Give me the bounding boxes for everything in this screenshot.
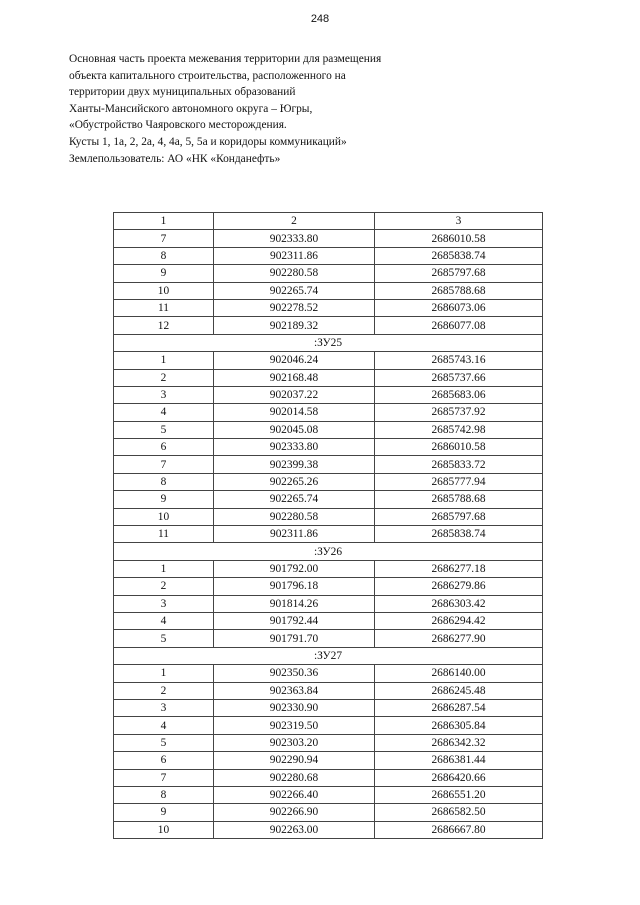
column-header-x: 2 <box>214 213 375 230</box>
table-row <box>114 491 543 508</box>
table-row <box>114 682 543 699</box>
y-coordinate-cell: 2686073.06 <box>375 299 543 316</box>
table-row <box>114 578 543 595</box>
table-row <box>114 508 543 525</box>
table-row <box>114 612 543 629</box>
header-line: объекта капитального строительства, расположенного на <box>69 69 346 82</box>
point-number-cell: 3 <box>114 386 214 403</box>
point-number-cell: 7 <box>114 230 214 247</box>
y-coordinate-cell: 2685743.16 <box>375 352 543 369</box>
x-coordinate-cell: 902290.94 <box>214 752 375 769</box>
x-coordinate-cell: 902265.26 <box>214 473 375 490</box>
y-coordinate-cell: 2686010.58 <box>375 439 543 456</box>
x-coordinate-cell: 902280.68 <box>214 769 375 786</box>
y-coordinate-cell: 2686287.54 <box>375 699 543 716</box>
y-coordinate-cell: 2685742.98 <box>375 421 543 438</box>
table-row <box>114 404 543 421</box>
section-row <box>114 334 543 351</box>
table-row <box>114 804 543 821</box>
header-line: Ханты-Мансийского автономного округа – Югры, <box>69 102 313 115</box>
x-coordinate-cell: 902014.58 <box>214 404 375 421</box>
table-row <box>114 369 543 386</box>
x-coordinate-cell: 901796.18 <box>214 578 375 595</box>
y-coordinate-cell: 2686551.20 <box>375 786 543 803</box>
y-coordinate-cell: 2686277.90 <box>375 630 543 647</box>
section-row <box>114 543 543 560</box>
x-coordinate-cell: 902303.20 <box>214 734 375 751</box>
table-row <box>114 526 543 543</box>
column-header-y: 3 <box>375 213 543 230</box>
table-row <box>114 752 543 769</box>
point-number-cell: 9 <box>114 491 214 508</box>
x-coordinate-cell: 902399.38 <box>214 456 375 473</box>
point-number-cell: 11 <box>114 299 214 316</box>
table-row <box>114 665 543 682</box>
y-coordinate-cell: 2686305.84 <box>375 717 543 734</box>
point-number-cell: 4 <box>114 717 214 734</box>
y-coordinate-cell: 2685797.68 <box>375 508 543 525</box>
table-row <box>114 317 543 334</box>
header-line: Основная часть проекта межевания территории для размещения <box>69 53 382 65</box>
point-number-cell: 2 <box>114 682 214 699</box>
point-number-cell: 10 <box>114 508 214 525</box>
x-coordinate-cell: 902350.36 <box>214 665 375 682</box>
x-coordinate-cell: 901792.44 <box>214 612 375 629</box>
point-number-cell: 4 <box>114 612 214 629</box>
y-coordinate-cell: 2686667.80 <box>375 821 543 838</box>
section-label: :ЗУ26 <box>114 543 543 560</box>
x-coordinate-cell: 902333.80 <box>214 439 375 456</box>
point-number-cell: 7 <box>114 769 214 786</box>
x-coordinate-cell: 902330.90 <box>214 699 375 716</box>
section-label: :ЗУ27 <box>114 647 543 664</box>
section-label: :ЗУ25 <box>114 334 543 351</box>
table-row <box>114 630 543 647</box>
y-coordinate-cell: 2685777.94 <box>375 473 543 490</box>
x-coordinate-cell: 902263.00 <box>214 821 375 838</box>
table-header-row <box>114 213 543 230</box>
table-row <box>114 473 543 490</box>
table-row <box>114 265 543 282</box>
table-row <box>114 734 543 751</box>
header-line: Землепользователь: АО «НК «Конданефть» <box>69 152 281 165</box>
x-coordinate-cell: 902045.08 <box>214 421 375 438</box>
point-number-cell: 6 <box>114 439 214 456</box>
x-coordinate-cell: 902265.74 <box>214 282 375 299</box>
table-row <box>114 717 543 734</box>
point-number-cell: 8 <box>114 473 214 490</box>
x-coordinate-cell: 902363.84 <box>214 682 375 699</box>
y-coordinate-cell: 2685797.68 <box>375 265 543 282</box>
point-number-cell: 5 <box>114 734 214 751</box>
page-number: 248 <box>310 13 330 25</box>
y-coordinate-cell: 2686420.66 <box>375 769 543 786</box>
point-number-cell: 1 <box>114 352 214 369</box>
table-row <box>114 282 543 299</box>
x-coordinate-cell: 902311.86 <box>214 526 375 543</box>
point-number-cell: 1 <box>114 665 214 682</box>
y-coordinate-cell: 2686245.48 <box>375 682 543 699</box>
point-number-cell: 4 <box>114 404 214 421</box>
x-coordinate-cell: 902168.48 <box>214 369 375 386</box>
y-coordinate-cell: 2686077.08 <box>375 317 543 334</box>
x-coordinate-cell: 902319.50 <box>214 717 375 734</box>
x-coordinate-cell: 901791.70 <box>214 630 375 647</box>
x-coordinate-cell: 902266.40 <box>214 786 375 803</box>
point-number-cell: 1 <box>114 560 214 577</box>
point-number-cell: 2 <box>114 369 214 386</box>
point-number-cell: 9 <box>114 265 214 282</box>
table-row <box>114 595 543 612</box>
table-row <box>114 439 543 456</box>
x-coordinate-cell: 902333.80 <box>214 230 375 247</box>
x-coordinate-cell: 902189.32 <box>214 317 375 334</box>
point-number-cell: 3 <box>114 699 214 716</box>
table-body <box>114 230 543 839</box>
x-coordinate-cell: 902280.58 <box>214 508 375 525</box>
x-coordinate-cell: 902278.52 <box>214 299 375 316</box>
x-coordinate-cell: 902311.86 <box>214 247 375 264</box>
point-number-cell: 3 <box>114 595 214 612</box>
point-number-cell: 6 <box>114 752 214 769</box>
point-number-cell: 5 <box>114 630 214 647</box>
point-number-cell: 10 <box>114 282 214 299</box>
y-coordinate-cell: 2686381.44 <box>375 752 543 769</box>
y-coordinate-cell: 2686582.50 <box>375 804 543 821</box>
coordinates-table <box>113 212 543 839</box>
point-number-cell: 10 <box>114 821 214 838</box>
y-coordinate-cell: 2686342.32 <box>375 734 543 751</box>
point-number-cell: 8 <box>114 786 214 803</box>
y-coordinate-cell: 2685737.66 <box>375 369 543 386</box>
table-row <box>114 247 543 264</box>
point-number-cell: 11 <box>114 526 214 543</box>
y-coordinate-cell: 2685833.72 <box>375 456 543 473</box>
table-row <box>114 352 543 369</box>
table-row <box>114 786 543 803</box>
table-row <box>114 560 543 577</box>
y-coordinate-cell: 2685737.92 <box>375 404 543 421</box>
y-coordinate-cell: 2686010.58 <box>375 230 543 247</box>
y-coordinate-cell: 2685838.74 <box>375 247 543 264</box>
x-coordinate-cell: 902046.24 <box>214 352 375 369</box>
point-number-cell: 8 <box>114 247 214 264</box>
y-coordinate-cell: 2685788.68 <box>375 282 543 299</box>
table-row <box>114 699 543 716</box>
header-line: Кусты 1, 1а, 2, 2а, 4, 4а, 5, 5а и коридоры коммуникаций» <box>69 135 347 148</box>
table-row <box>114 456 543 473</box>
y-coordinate-cell: 2686279.86 <box>375 578 543 595</box>
x-coordinate-cell: 902037.22 <box>214 386 375 403</box>
y-coordinate-cell: 2686303.42 <box>375 595 543 612</box>
y-coordinate-cell: 2686294.42 <box>375 612 543 629</box>
point-number-cell: 9 <box>114 804 214 821</box>
table-row <box>114 421 543 438</box>
table-row <box>114 386 543 403</box>
point-number-cell: 12 <box>114 317 214 334</box>
table-row <box>114 230 543 247</box>
y-coordinate-cell: 2686277.18 <box>375 560 543 577</box>
y-coordinate-cell: 2685788.68 <box>375 491 543 508</box>
header-line: «Обустройство Чаяровского месторождения. <box>69 119 287 132</box>
x-coordinate-cell: 902280.58 <box>214 265 375 282</box>
column-header-point: 1 <box>114 213 214 230</box>
x-coordinate-cell: 902266.90 <box>214 804 375 821</box>
point-number-cell: 7 <box>114 456 214 473</box>
point-number-cell: 2 <box>114 578 214 595</box>
section-row <box>114 647 543 664</box>
x-coordinate-cell: 901792.00 <box>214 560 375 577</box>
table-row <box>114 821 543 838</box>
y-coordinate-cell: 2685683.06 <box>375 386 543 403</box>
point-number-cell: 5 <box>114 421 214 438</box>
document-header <box>69 51 469 167</box>
table-row <box>114 769 543 786</box>
x-coordinate-cell: 901814.26 <box>214 595 375 612</box>
y-coordinate-cell: 2686140.00 <box>375 665 543 682</box>
table-row <box>114 299 543 316</box>
y-coordinate-cell: 2685838.74 <box>375 526 543 543</box>
header-line: территории двух муниципальных образований <box>69 86 296 99</box>
x-coordinate-cell: 902265.74 <box>214 491 375 508</box>
